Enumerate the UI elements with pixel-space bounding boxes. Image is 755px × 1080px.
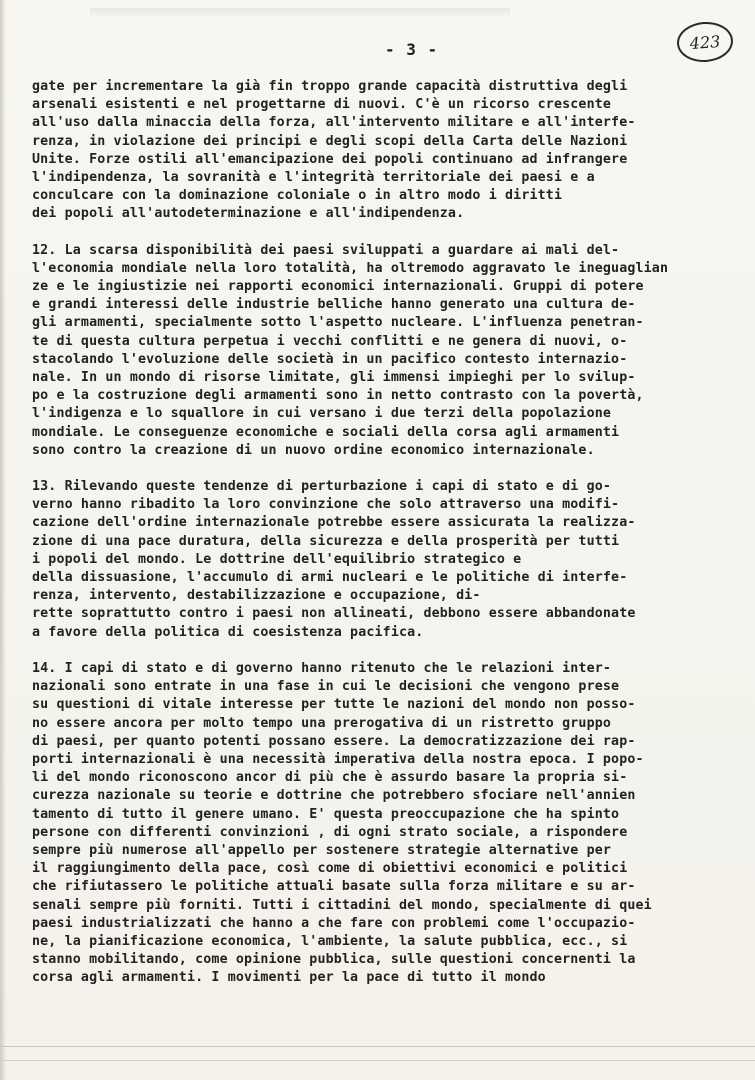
- text-line: sono contro la creazione di un nuovo ordine economico internazionale.: [32, 442, 595, 458]
- text-line: su questioni di vitale interesse per tutte le nazioni del mondo non posso-: [32, 697, 636, 713]
- stamp-number: 423: [689, 31, 721, 53]
- page-edge-shadow: [0, 0, 6, 1080]
- text-line: te di questa cultura perpetua i vecchi conflitti e ne genera di nuovi, o-: [32, 333, 628, 349]
- text-line: senali sempre più forniti. Tutti i cittadini del mondo, specialmente di quei: [32, 897, 652, 913]
- paragraph-12: [32, 242, 732, 460]
- text-line: di paesi, per quanto potenti possano essere. La democratizzazione dei rap-: [32, 733, 636, 749]
- text-line: tamento di tutto il genere umano. E' questa preoccupazione che ha spinto: [32, 806, 620, 822]
- text-line: a favore della politica di coesistenza pacifica.: [32, 624, 424, 640]
- text-line: i popoli del mondo. Le dottrine dell'equilibrio strategico e: [32, 551, 522, 567]
- scan-bottom-rule: [0, 1060, 755, 1061]
- text-line: ne, la pianificazione economica, l'ambiente, la salute pubblica, ecc., si: [32, 933, 628, 949]
- text-line: 14. I capi di stato e di governo hanno ritenuto che le relazioni inter-: [32, 660, 612, 676]
- text-line: dei popoli all'autodeterminazione e all'indipendenza.: [32, 206, 465, 222]
- page-number: - 3 -: [385, 40, 439, 59]
- text-line: persone con differenti convinzioni , di ogni strato sociale, a rispondere: [32, 824, 628, 840]
- text-line: della dissuasione, l'accumulo di armi nucleari e le politiche di interfe-: [32, 570, 628, 586]
- text-line: e grandi interessi delle industrie belliche hanno generato una cultura de-: [32, 297, 636, 313]
- text-line: ze e le ingiustizie nei rapporti economici internazionali. Gruppi di potere: [32, 279, 644, 295]
- text-line: conculcare con la dominazione coloniale o in altro modo i diritti: [32, 188, 563, 204]
- text-line: li del mondo riconoscono ancor di più che è assurdo basare la propria si-: [32, 770, 628, 786]
- text-line: zione di una pace duratura, della sicurezza e della prosperità per tutti: [32, 533, 620, 549]
- text-line: stacolando l'evoluzione delle società in un pacifico contesto internazio-: [32, 351, 628, 367]
- text-line: rette soprattutto contro i paesi non allineati, debbono essere abbandonate: [32, 606, 636, 622]
- text-line: nale. In un mondo di risorse limitate, gli immensi impieghi per lo svilup-: [32, 370, 636, 386]
- text-line: no essere ancora per molto tempo una prerogativa di un ristretto gruppo: [32, 715, 612, 731]
- text-line: il raggiungimento della pace, così come di obiettivi economici e politici: [32, 861, 628, 877]
- text-line: cazione dell'ordine internazionale potrebbe essere assicurata la realizza-: [32, 515, 636, 531]
- scan-artifact-strip: [90, 8, 510, 18]
- text-line: verno hanno ribadito la loro convinzione che solo attraverso una modifi-: [32, 497, 620, 513]
- text-line: 12. La scarsa disponibilità dei paesi sviluppati a guardare ai mali del-: [32, 242, 620, 258]
- text-line: nazionali sono entrate in una fase in cui le decisioni che vengono prese: [32, 679, 620, 695]
- document-body: [32, 78, 732, 1006]
- text-line: paesi industrializzati che hanno a che fare con problemi come l'occupazio-: [32, 915, 636, 931]
- text-line: all'uso dalla minaccia della forza, all'intervento militare e all'interfe-: [32, 115, 636, 131]
- text-line: sempre più numerose all'appello per sostenere strategie alternative per: [32, 842, 612, 858]
- text-line: 13. Rilevando queste tendenze di perturbazione i capi di stato e di go-: [32, 479, 612, 495]
- paragraph-continuation: [32, 78, 732, 224]
- text-line: gli armamenti, specialmente sotto l'aspetto nucleare. L'influenza penetran-: [32, 315, 644, 331]
- text-line: mondiale. Le conseguenze economiche e sociali della corsa agli armamenti: [32, 424, 620, 440]
- paragraph-14: [32, 660, 732, 988]
- text-line: corsa agli armamenti. I movimenti per la pace di tutto il mondo: [32, 970, 546, 986]
- paragraph-13: [32, 478, 732, 642]
- text-line: porti internazionali è una necessità imperativa della nostra epoca. I popo-: [32, 751, 644, 767]
- text-line: renza, intervento, destabilizzazione e occupazione, di-: [32, 588, 481, 604]
- text-line: l'indipendenza, la sovranità e l'integrità territoriale dei paesi e a: [32, 170, 595, 186]
- archive-stamp: [676, 20, 735, 64]
- text-line: Unite. Forze ostili all'emancipazione dei popoli continuano ad infrangere: [32, 151, 628, 167]
- text-line: l'indigenza e lo squallore in cui versano i due terzi della popolazione: [32, 406, 612, 422]
- text-line: arsenali esistenti e nel progettarne di nuovi. C'è un ricorso crescente: [32, 97, 612, 113]
- text-line: curezza nazionale su teorie e dottrine che potrebbero sfociare nell'annien: [32, 788, 636, 804]
- text-line: renza, in violazione dei principi e degli scopi della Carta delle Nazioni: [32, 133, 628, 149]
- text-line: po e la costruzione degli armamenti sono in netto contrasto con la povertà,: [32, 388, 644, 404]
- text-line: gate per incrementare la già fin troppo grande capacità distruttiva degli: [32, 79, 628, 94]
- scan-bottom-rule: [0, 1046, 755, 1047]
- text-line: l'economia mondiale nella loro totalità, ha oltremodo aggravato le ineguaglian: [32, 260, 669, 276]
- text-line: che rifiutassero le politiche attuali basate sulla forza militare e su ar-: [32, 879, 636, 895]
- text-line: stanno mobilitando, come opinione pubblica, sulle questioni concernenti la: [32, 952, 636, 968]
